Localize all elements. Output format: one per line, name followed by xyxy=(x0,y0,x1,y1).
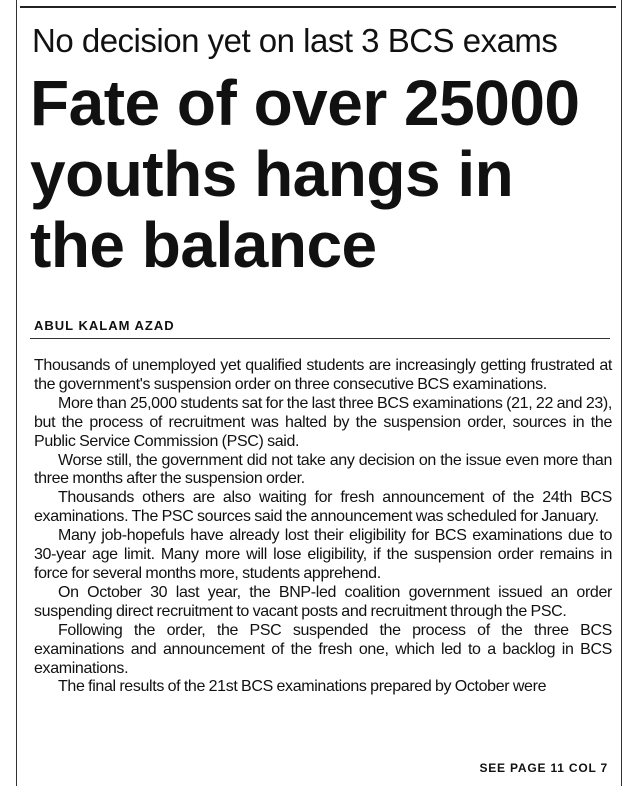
article-body xyxy=(34,357,612,697)
paragraph: More than 25,000 students sat for the last three BCS examinations (21, 22 and 23), but the process of recruitment was halted by the suspension order, sources in the Public Service Commission (PSC) said. xyxy=(34,394,612,450)
headline: Fate of over 25000 youths hangs in the balance xyxy=(30,67,580,281)
paragraph: Worse still, the government did not take any decision on the issue even more than three months after the suspension order. xyxy=(34,451,612,488)
paragraph: The final results of the 21st BCS examinations prepared by October were xyxy=(58,678,547,696)
kicker: No decision yet on last 3 BCS exams xyxy=(32,22,558,59)
byline-rule xyxy=(30,338,610,339)
paragraph: On October 30 last year, the BNP-led coalition government issued an order suspending direct recruitment to vacant posts and recruitment through the PSC. xyxy=(34,583,612,620)
paragraph: Thousands of unemployed yet qualified students are increasingly getting frustrated at the government's suspension order on three consecutive BCS examinations. xyxy=(34,357,612,393)
paragraph: Many job-hopefuls have already lost their eligibility for BCS examinations due to 30-year age limit. Many more will lose eligibility, if the suspension order remains in force for several months more, students apprehend. xyxy=(34,527,612,582)
byline: ABUL KALAM AZAD xyxy=(34,318,175,333)
paragraph: Thousands others are also waiting for fresh announcement of the 24th BCS examinations. The PSC sources said the announcement was scheduled for January. xyxy=(34,489,612,526)
paragraph: Following the order, the PSC suspended the process of the three BCS examinations and announcement of the fresh one, which led to a backlog in BCS examinations. xyxy=(34,621,612,677)
continued-jump-line: SEE PAGE 11 COL 7 xyxy=(479,761,608,775)
